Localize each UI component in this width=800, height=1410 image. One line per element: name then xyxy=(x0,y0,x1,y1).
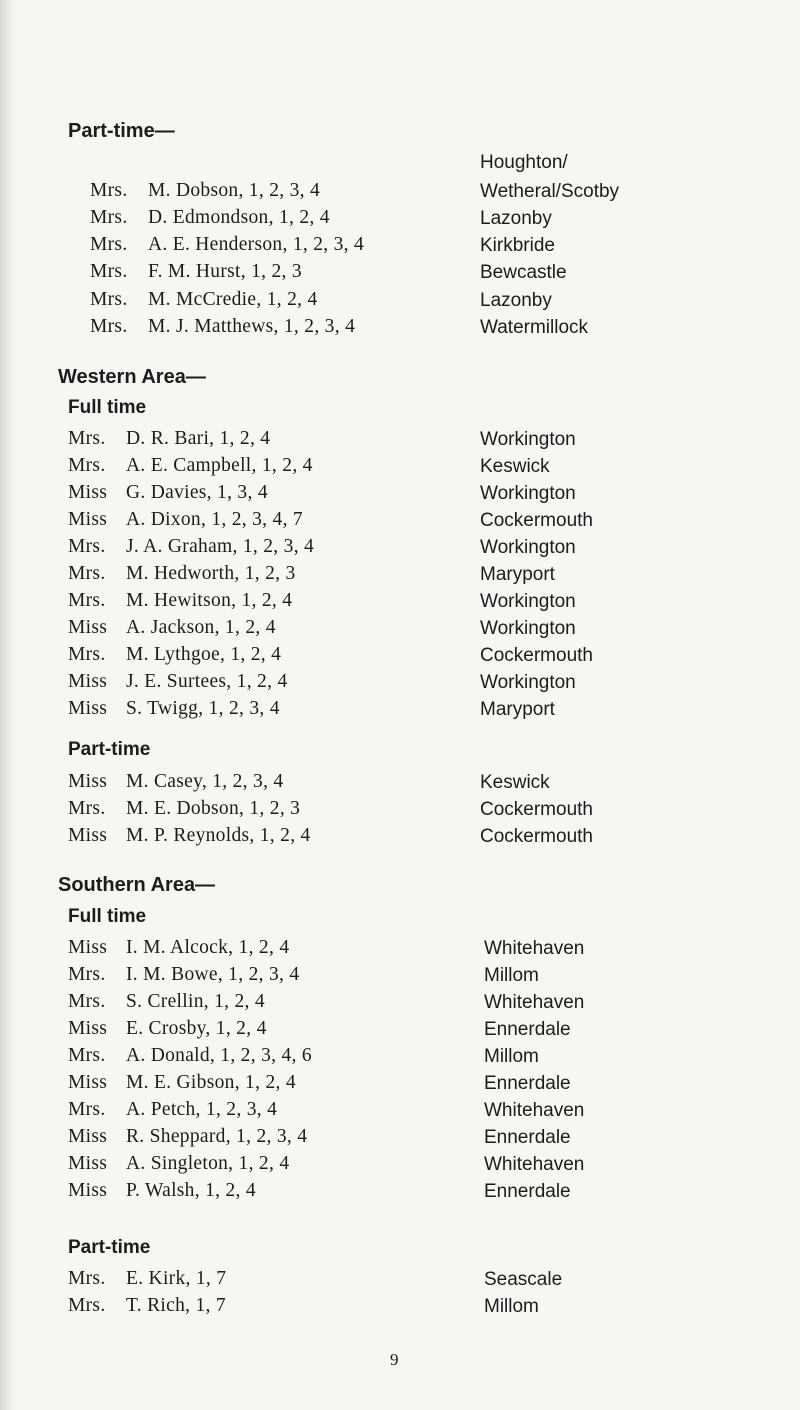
staff-location: Workington xyxy=(480,618,576,639)
staff-entry xyxy=(68,1072,296,1094)
staff-name-qualifications: D. R. Bari, 1, 2, 4 xyxy=(126,428,271,449)
staff-entry xyxy=(68,991,265,1013)
staff-location: Whitehaven xyxy=(484,1154,585,1175)
staff-location: Lazonby xyxy=(480,208,552,229)
staff-title: Miss xyxy=(68,698,108,719)
staff-name-qualifications: I. M. Bowe, 1, 2, 3, 4 xyxy=(126,964,300,985)
staff-entry xyxy=(68,563,296,585)
staff-name-qualifications: R. Sheppard, 1, 2, 3, 4 xyxy=(126,1126,308,1147)
staff-name-qualifications: M. E. Gibson, 1, 2, 4 xyxy=(126,1072,296,1093)
staff-location: Whitehaven xyxy=(484,1100,585,1121)
staff-name-qualifications: S. Crellin, 1, 2, 4 xyxy=(126,991,265,1012)
staff-name-qualifications: I. M. Alcock, 1, 2, 4 xyxy=(126,937,290,958)
staff-location: Ennerdale xyxy=(484,1181,571,1202)
staff-entry xyxy=(68,798,300,820)
staff-location: Whitehaven xyxy=(484,938,585,959)
staff-name-qualifications: M. Hedworth, 1, 2, 3 xyxy=(126,563,296,584)
staff-title: Mrs. xyxy=(68,563,106,584)
staff-title: Mrs. xyxy=(68,1295,106,1316)
area-heading: Western Area— xyxy=(58,366,206,388)
staff-location: Workington xyxy=(480,483,576,504)
page-number: 9 xyxy=(390,1350,399,1369)
staff-location: Seascale xyxy=(484,1269,563,1290)
staff-location: Workington xyxy=(480,537,576,558)
staff-title: Miss xyxy=(68,482,108,503)
staff-title: Miss xyxy=(68,771,108,792)
staff-title: Mrs. xyxy=(68,590,106,611)
staff-location: Cockermouth xyxy=(480,510,593,531)
staff-entry xyxy=(90,207,330,229)
staff-entry xyxy=(90,180,320,202)
staff-title: Miss xyxy=(68,1018,108,1039)
staff-title: Mrs. xyxy=(90,316,128,337)
staff-location: Bewcastle xyxy=(480,262,567,283)
staff-title: Mrs. xyxy=(68,964,106,985)
staff-entry xyxy=(90,234,364,256)
staff-entry xyxy=(68,1295,226,1317)
staff-title: Mrs. xyxy=(68,1045,106,1066)
staff-title: Miss xyxy=(68,617,108,638)
staff-title: Mrs. xyxy=(90,234,128,255)
staff-title: Miss xyxy=(68,1126,108,1147)
staff-entry xyxy=(68,536,314,558)
staff-entry xyxy=(68,825,311,847)
staff-title: Mrs. xyxy=(90,207,128,228)
staff-entry xyxy=(68,771,283,793)
staff-title: Miss xyxy=(68,509,108,530)
staff-entry xyxy=(68,1268,226,1290)
staff-entry xyxy=(68,937,289,959)
staff-name-qualifications: E. Crosby, 1, 2, 4 xyxy=(126,1018,267,1039)
staff-entry xyxy=(68,482,268,504)
staff-entry xyxy=(68,1180,256,1202)
staff-entry xyxy=(90,289,318,311)
staff-name-qualifications: P. Walsh, 1, 2, 4 xyxy=(126,1180,256,1201)
staff-name-qualifications: A. E. Campbell, 1, 2, 4 xyxy=(126,455,313,476)
staff-name-qualifications: J. A. Graham, 1, 2, 3, 4 xyxy=(126,536,315,557)
staff-name-qualifications: M. J. Matthews, 1, 2, 3, 4 xyxy=(148,316,356,337)
staff-location: Cockermouth xyxy=(480,826,593,847)
staff-name-qualifications: D. Edmondson, 1, 2, 4 xyxy=(148,207,330,228)
staff-title: Mrs. xyxy=(90,261,128,282)
staff-name-qualifications: G. Davies, 1, 3, 4 xyxy=(126,482,268,503)
staff-name-qualifications: M. Dobson, 1, 2, 3, 4 xyxy=(148,180,321,201)
staff-name-qualifications: A. Singleton, 1, 2, 4 xyxy=(126,1153,290,1174)
staff-title: Miss xyxy=(68,671,108,692)
subsection-heading: Full time xyxy=(68,397,147,418)
staff-title: Miss xyxy=(68,1072,108,1093)
staff-entry xyxy=(68,1153,289,1175)
staff-entry xyxy=(68,964,299,986)
staff-entry xyxy=(68,671,288,693)
staff-entry xyxy=(68,1045,312,1067)
staff-title: Mrs. xyxy=(68,1268,106,1289)
location-header: Houghton/ xyxy=(480,152,568,173)
staff-title: Mrs. xyxy=(68,644,106,665)
staff-location: Cockermouth xyxy=(480,799,593,820)
staff-name-qualifications: M. McCredie, 1, 2, 4 xyxy=(148,289,318,310)
staff-location: Millom xyxy=(484,1046,539,1067)
staff-location: Ennerdale xyxy=(484,1019,571,1040)
staff-location: Cockermouth xyxy=(480,645,593,666)
staff-name-qualifications: A. Petch, 1, 2, 3, 4 xyxy=(126,1099,278,1120)
staff-location: Wetheral/Scotby xyxy=(480,181,620,202)
staff-location: Workington xyxy=(480,591,576,612)
staff-title: Miss xyxy=(68,937,108,958)
staff-location: Millom xyxy=(484,965,539,986)
staff-name-qualifications: M. Hewitson, 1, 2, 4 xyxy=(126,590,293,611)
staff-title: Mrs. xyxy=(90,289,128,310)
staff-title: Miss xyxy=(68,1153,108,1174)
staff-title: Miss xyxy=(68,825,108,846)
staff-location: Whitehaven xyxy=(484,992,585,1013)
staff-location: Lazonby xyxy=(480,290,552,311)
staff-name-qualifications: A. Dixon, 1, 2, 3, 4, 7 xyxy=(126,509,303,530)
staff-entry xyxy=(68,1099,277,1121)
staff-title: Mrs. xyxy=(68,798,106,819)
staff-location: Watermillock xyxy=(480,317,589,338)
staff-location: Ennerdale xyxy=(484,1127,571,1148)
staff-title: Mrs. xyxy=(68,991,106,1012)
staff-entry xyxy=(68,509,303,531)
staff-name-qualifications: T. Rich, 1, 7 xyxy=(126,1295,226,1316)
page-edge-shadow xyxy=(0,0,14,1410)
staff-location: Maryport xyxy=(480,564,555,585)
staff-entry xyxy=(68,455,313,477)
staff-location: Millom xyxy=(484,1296,539,1317)
staff-entry xyxy=(90,316,355,338)
staff-entry xyxy=(68,1126,307,1148)
staff-title: Mrs. xyxy=(68,1099,106,1120)
staff-entry xyxy=(68,644,281,666)
staff-entry xyxy=(68,428,270,450)
section-heading: Part-time— xyxy=(68,120,175,142)
staff-location: Maryport xyxy=(480,699,555,720)
staff-name-qualifications: M. P. Reynolds, 1, 2, 4 xyxy=(126,825,311,846)
staff-name-qualifications: M. E. Dobson, 1, 2, 3 xyxy=(126,798,301,819)
staff-title: Mrs. xyxy=(68,428,106,449)
staff-entry xyxy=(68,617,276,639)
staff-entry xyxy=(68,1018,267,1040)
staff-title: Mrs. xyxy=(68,536,106,557)
staff-name-qualifications: A. E. Henderson, 1, 2, 3, 4 xyxy=(148,234,365,255)
staff-name-qualifications: F. M. Hurst, 1, 2, 3 xyxy=(148,261,302,282)
staff-title: Miss xyxy=(68,1180,108,1201)
staff-title: Mrs. xyxy=(90,180,128,201)
staff-location: Keswick xyxy=(480,456,550,477)
staff-name-qualifications: E. Kirk, 1, 7 xyxy=(126,1268,227,1289)
staff-location: Kirkbride xyxy=(480,235,555,256)
staff-entry xyxy=(68,698,280,720)
subsection-heading: Full time xyxy=(68,906,147,927)
staff-location: Keswick xyxy=(480,772,550,793)
staff-title: Mrs. xyxy=(68,455,106,476)
staff-entry xyxy=(68,590,292,612)
staff-location: Ennerdale xyxy=(484,1073,571,1094)
staff-name-qualifications: A. Jackson, 1, 2, 4 xyxy=(126,617,276,638)
staff-location: Workington xyxy=(480,672,576,693)
subsection-heading: Part-time xyxy=(68,1237,151,1258)
staff-name-qualifications: A. Donald, 1, 2, 3, 4, 6 xyxy=(126,1045,312,1066)
staff-entry xyxy=(90,261,302,283)
subsection-heading: Part-time xyxy=(68,739,151,760)
staff-location: Workington xyxy=(480,429,576,450)
staff-name-qualifications: S. Twigg, 1, 2, 3, 4 xyxy=(126,698,280,719)
staff-name-qualifications: M. Casey, 1, 2, 3, 4 xyxy=(126,771,284,792)
staff-name-qualifications: M. Lythgoe, 1, 2, 4 xyxy=(126,644,282,665)
area-heading: Southern Area— xyxy=(58,874,216,896)
staff-name-qualifications: J. E. Surtees, 1, 2, 4 xyxy=(126,671,288,692)
